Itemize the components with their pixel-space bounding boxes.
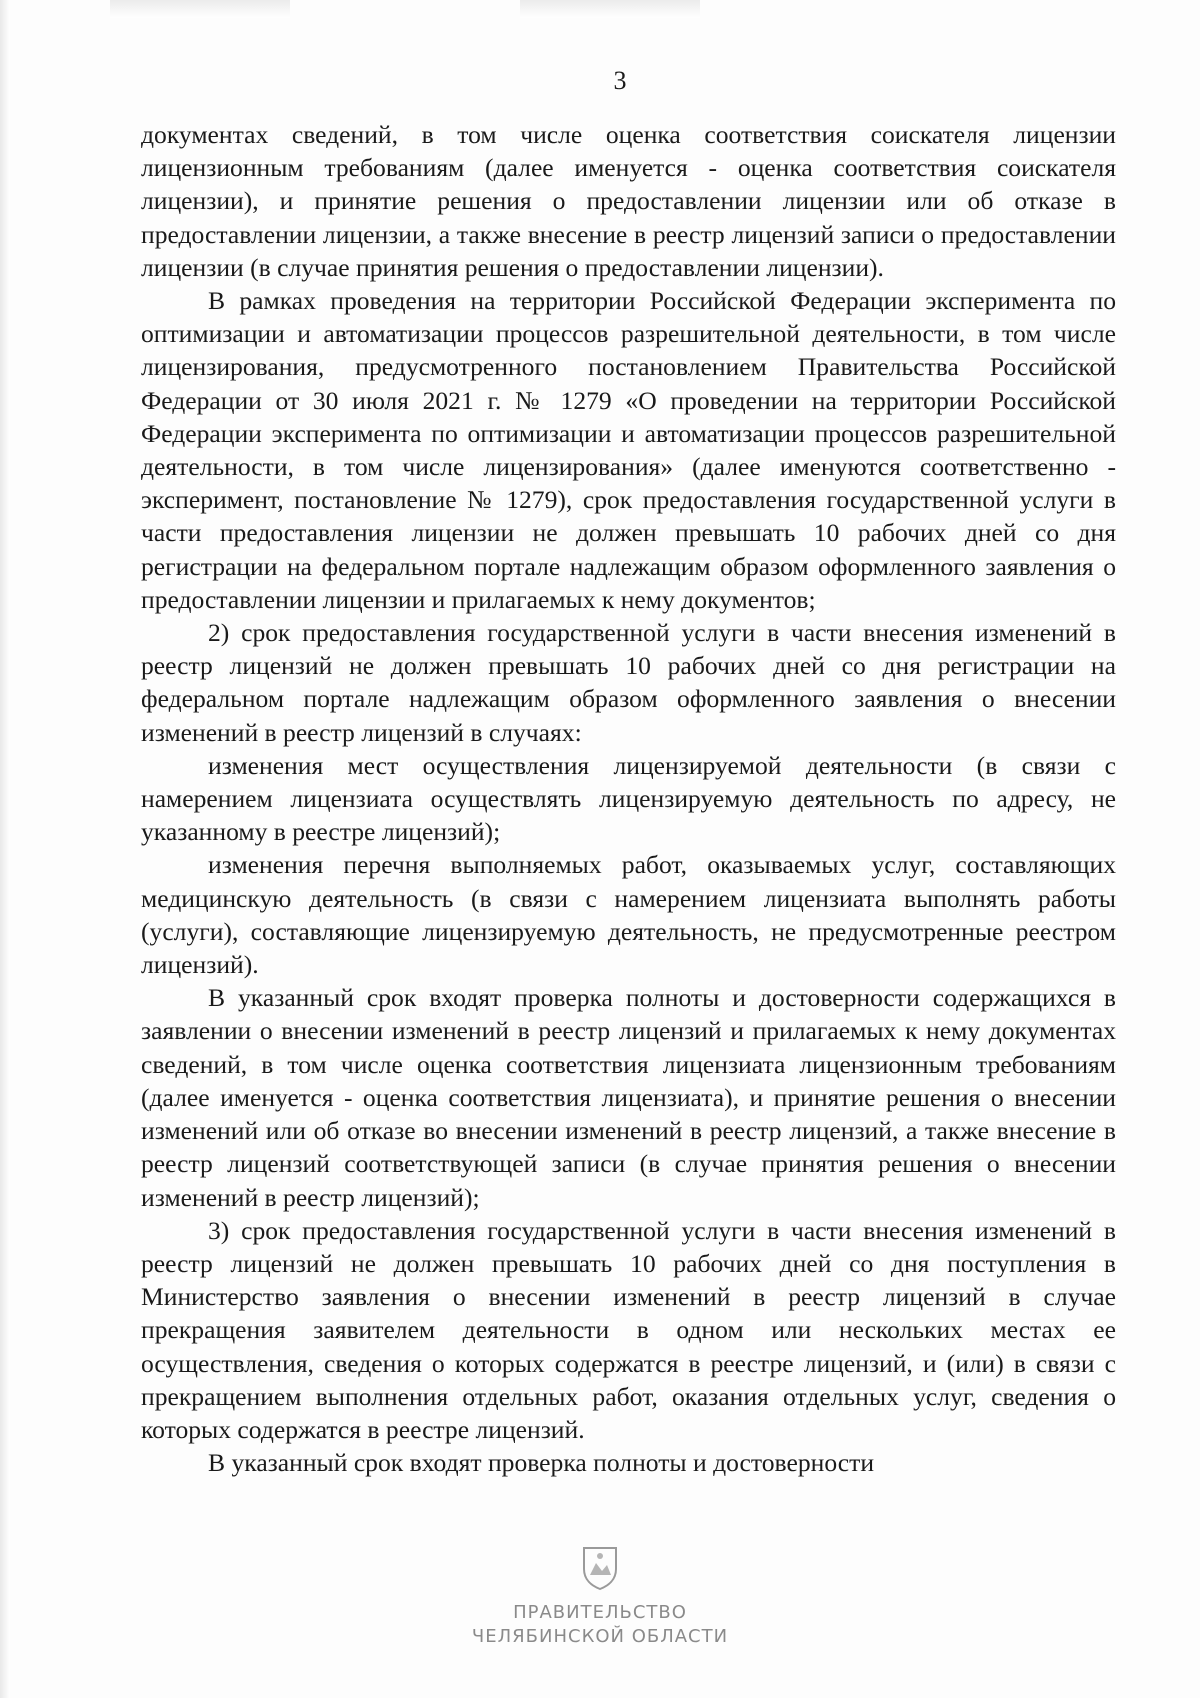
seal-line-2: ЧЕЛЯБИНСКОЙ ОБЛАСТИ bbox=[471, 1626, 729, 1647]
paragraph: В указанный срок входят проверка полноты и достоверности bbox=[208, 1448, 875, 1478]
seal-line-1: ПРАВИТЕЛЬСТВО bbox=[513, 1602, 687, 1623]
paragraph: В указанный срок входят проверка полноты и достоверности содержащихся в заявлении о внесении изменений в реестр лицензий и прилагаемых к нему документах сведений, в том числе оценка соответствия лицензиата лицензионным требованиям (далее именуется - оценка соответствия лицензиата), и принятие решения о внесении изменений или об отказе во внесении изменений в реестр лицензий, а также внесение в реестр лицензий соответствующей записи (в случае принятия решения о внесении изменений в реестр лицензий); bbox=[141, 983, 1116, 1212]
paragraph: изменения мест осуществления лицензируемой деятельности (в связи с намерением лицензиата осуществлять лицензируемую деятельность по адресу, не указанному в реестре лицензий); bbox=[141, 750, 1116, 847]
paragraph: 3) срок предоставления государственной услуги в части внесения изменений в реестр лицензий не должен превышать 10 рабочих дней со дня поступления в Министерство заявления о внесении изменений в реестр лицензий в случае прекращения заявителем деятельности в одном или нескольких местах ее осуществления, сведения о которых содержатся в реестре лицензий, и (или) в связи с прекращением выполнения отдельных работ, оказания отдельных услуг, сведения о которых содержатся в реестре лицензий. bbox=[141, 1215, 1116, 1444]
scan-edge bbox=[0, 0, 10, 1698]
page-number: 3 bbox=[613, 66, 627, 95]
paragraph: В рамках проведения на территории Российской Федерации эксперимента по оптимизации и автоматизации процессов разрешительной деятельности, в том числе лицензирования, предусмотренного постановлением Правительства Российской Федерации от 30 июля 2021 г. № 1279 «О проведении на территории Российской Федерации эксперимента по оптимизации и автоматизации процессов разрешительной деятельности, в том числе лицензирования» (далее именуются соответственно - эксперимент, постановление № 1279), срок предоставления государственной услуги в части предоставления лицензии не должен превышать 10 рабочих дней со дня регистрации на федеральном портале надлежащим образом оформленного заявления о предоставлении лицензии и прилагаемых к нему документов; bbox=[141, 286, 1116, 614]
paragraph: 2) срок предоставления государственной услуги в части внесения изменений в реестр лицензий не должен превышать 10 рабочих дней со дня регистрации на федеральном портале надлежащим образом оформленного заявления о внесении изменений в реестр лицензий в случаях: bbox=[141, 618, 1116, 747]
paragraph: изменения перечня выполняемых работ, оказываемых услуг, составляющих медицинскую деятельность (в связи с намерением лицензиата выполнять работы (услуги), составляющие лицензируемую деятельность, не предусмотренные реестром лицензий). bbox=[141, 850, 1116, 980]
government-seal bbox=[0, 1545, 1200, 1649]
scan-artifact bbox=[110, 0, 290, 18]
scan-artifact bbox=[520, 0, 700, 18]
body-text bbox=[141, 118, 1116, 1479]
paragraph: документах сведений, в том числе оценка соответствия соискателя лицензии лицензионным требованиям (далее именуется - оценка соответствия соискателя лицензии), и принятие решения о предоставлении лицензии или об отказе в предоставлении лицензии, а также внесение в реестр лицензий записи о предоставлении лицензии (в случае принятия решения о предоставлении лицензии). bbox=[141, 120, 1116, 282]
coat-of-arms-icon bbox=[580, 1545, 620, 1591]
